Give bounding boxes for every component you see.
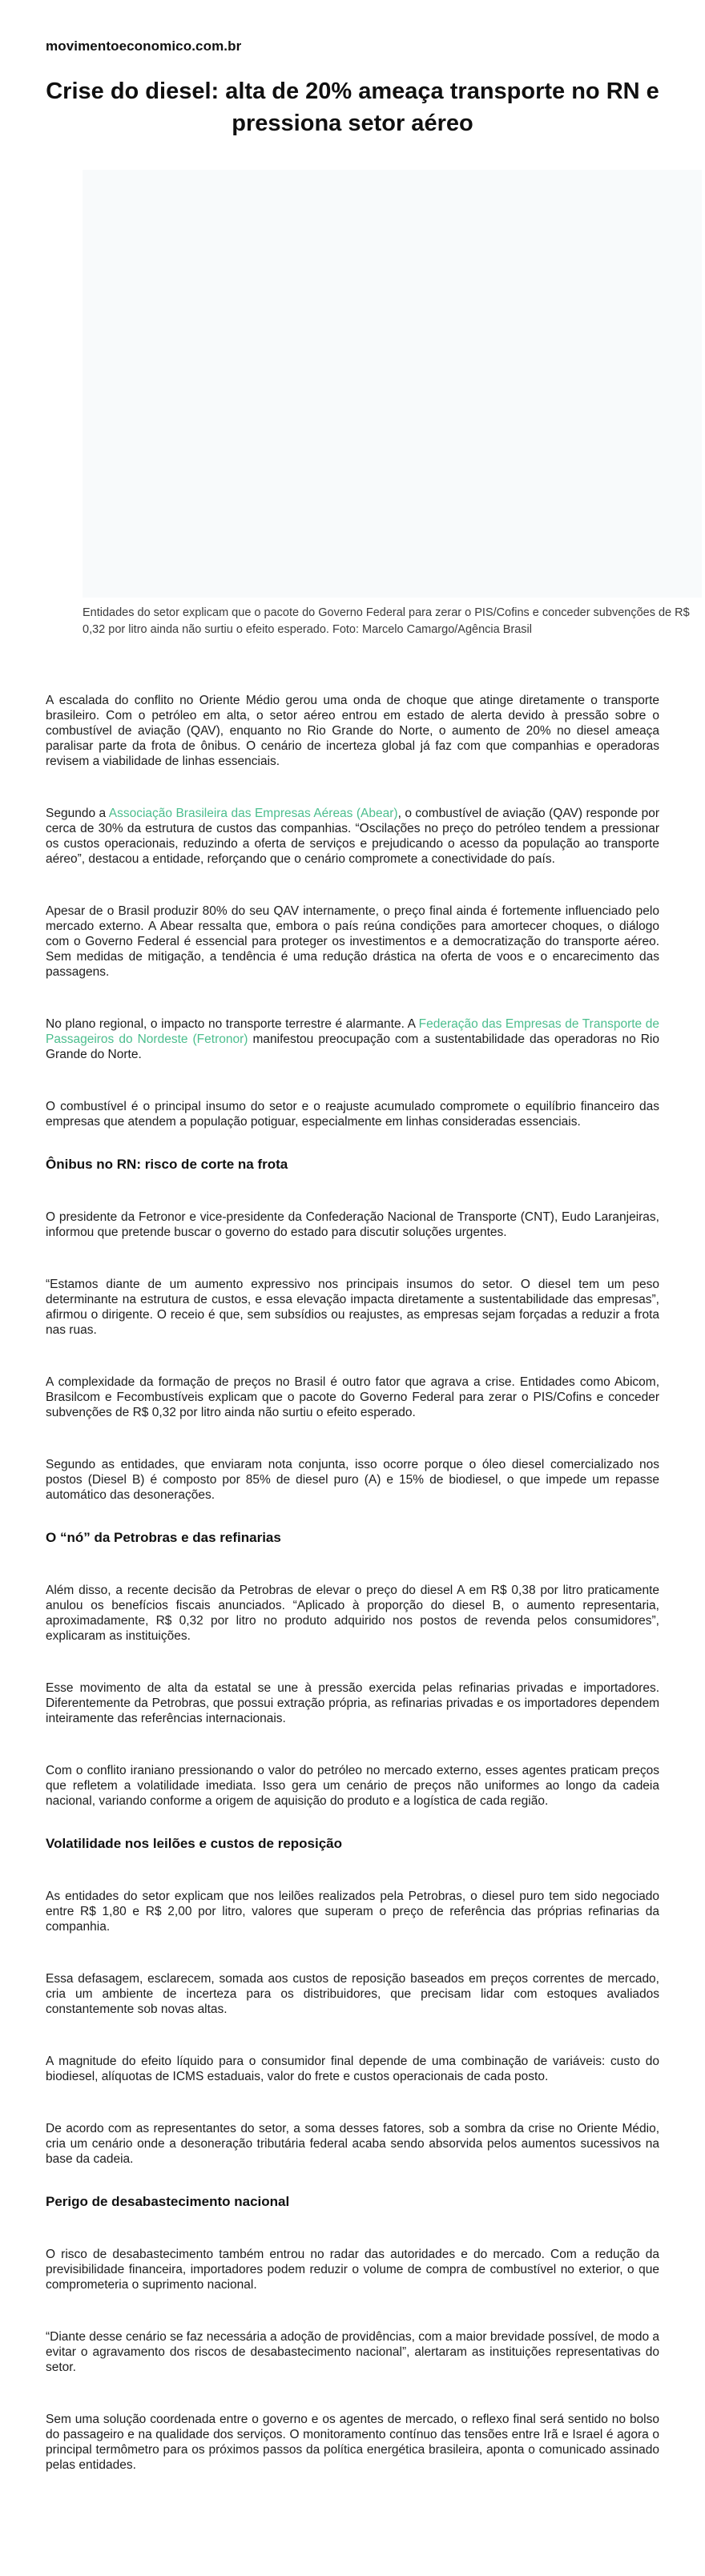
paragraph: A escalada do conflito no Oriente Médio gerou uma onda de choque que atinge diretamente o transporte brasileiro. Com o petróleo em alta, o setor aéreo entrou em estado de alerta devido à pressão sobre o combustível de aviação (QAV), enquanto no Rio Grande do Norte, o aumento de 20% no diesel ameaça paralisar parte da frota de ônibus. O cenário de incerteza global já faz com que companhias e operadoras revisem a viabilidade de linhas essenciais. [46,694,659,768]
paragraph: Segundo a Associação Brasileira das Empresas Aéreas (Abear), o combustível de aviação (QAV) responde por cerca de 30% da estrutura de custos das companhias. “Oscilações no preço do petróleo tendem a pressionar os custos operacionais, reduzindo a oferta de serviços e prejudicando o acesso da população ao transporte aéreo”, destacou a entidade, reforçando que o cenário compromete a conectividade do país. [46,807,659,866]
paragraph: “Diante desse cenário se faz necessária a adoção de providências, com a maior brevidade possível, de modo a evitar o agravamento dos riscos de desabastecimento nacional”, alertaram as instituições representativas do setor. [46,2330,659,2374]
site-name: movimentoeconomico.com.br [46,38,242,54]
article-body [46,693,659,2473]
image-caption: Entidades do setor explicam que o pacote do Governo Federal para zerar o PIS/Cofins e conceder subvenções de R$ 0,32 por litro ainda não surtiu o efeito esperado. Foto: Marcelo Camargo/Agência Brasil [83,606,690,636]
section-heading: Volatilidade nos leilões e custos de reposição [46,1836,343,1851]
paragraph: Apesar de o Brasil produzir 80% do seu QAV internamente, o preço final ainda é fortemente influenciado pelo mercado externo. A Abear ressalta que, embora o país reúna condições para amortecer choques, o diálogo com o Governo Federal é essencial para proteger os investimentos e a democratização do transporte aéreo. Sem medidas de mitigação, a tendência é uma redução drástica na oferta de voos e o encarecimento das passagens. [46,904,659,979]
paragraph: As entidades do setor explicam que nos leilões realizados pela Petrobras, o diesel puro tem sido negociado entre R$ 1,80 e R$ 2,00 por litro, valores que superam o preço de referência das próprias refinarias da companhia. [46,1890,659,1934]
paragraph: Segundo as entidades, que enviaram nota conjunta, isso ocorre porque o óleo diesel comercializado nos postos (Diesel B) é composto por 85% de diesel puro (A) e 15% de biodiesel, o que impede um repasse automático das desonerações. [46,1458,659,1502]
article-image [83,170,702,598]
article-figure [83,170,702,638]
paragraph: Além disso, a recente decisão da Petrobras de elevar o preço do diesel A em R$ 0,38 por litro praticamente anulou os benefícios fiscais anunciados. “Aplicado à proporção do diesel B, o aumento representaria, aproximadamente, R$ 0,32 por litro no produto adquirido nos postos de revenda pelos consumidores”, explicaram as instituições. [46,1584,659,1643]
paragraph: Com o conflito iraniano pressionando o valor do petróleo no mercado externo, esses agentes praticam preços que refletem a volatilidade imediata. Isso gera um cenário de preços não uniformes ao longo da cadeia nacional, variando conforme a origem de aquisição do produto e a logística de cada região. [46,1764,659,1808]
paragraph: O combustível é o principal insumo do setor e o reajuste acumulado compromete o equilíbrio financeiro das empresas que atendem a população potiguar, especialmente em linhas consideradas essenciais. [46,1100,659,1129]
section-heading: Ônibus no RN: risco de corte na frota [46,1157,288,1172]
inline-link[interactable]: Federação das Empresas de Transporte de Passageiros do Nordeste (Fetronor) [46,1017,659,1046]
paragraph: Esse movimento de alta da estatal se une à pressão exercida pelas refinarias privadas e importadores. Diferentemente da Petrobras, que possui extração própria, as refinarias privadas e os importadores dependem inteiramente das referências internacionais. [46,1681,659,1725]
paragraph: Sem uma solução coordenada entre o governo e os agentes de mercado, o reflexo final será sentido no bolso do passageiro e na qualidade dos serviços. O monitoramento contínuo das tensões entre Irã e Israel é agora o principal termômetro para os próximos passos da política energética brasileira, aponta o comunicado assinado pelas entidades. [46,2413,659,2472]
inline-link[interactable]: Associação Brasileira das Empresas Aéreas (Abear) [108,807,398,820]
paragraph: A complexidade da formação de preços no Brasil é outro fator que agrava a crise. Entidades como Abicom, Brasilcom e Fecombustíveis explicam que o pacote do Governo Federal para zerar o PIS/Cofins e conceder subvenções de R$ 0,32 por litro ainda não surtiu o efeito esperado. [46,1375,659,1419]
paragraph: O risco de desabastecimento também entrou no radar das autoridades e do mercado. Com a redução da previsibilidade financeira, importadores podem reduzir o volume de compra de combustível no exterior, o que comprometeria o suprimento nacional. [46,2248,659,2292]
paragraph: “Estamos diante de um aumento expressivo nos principais insumos do setor. O diesel tem um peso determinante na estrutura de custos, e essa elevação impacta diretamente a sustentabilidade das empresas”, afirmou o dirigente. O receio é que, sem subsídios ou reajustes, as empresas sejam forçadas a reduzir a frota nas ruas. [46,1278,659,1337]
paragraph: Essa defasagem, esclarecem, somada aos custos de reposição baseados em preços correntes de mercado, cria um ambiente de incerteza para os distribuidores, que precisam lidar com estoques avaliados constantemente sob novas altas. [46,1972,659,2016]
section-heading: Perigo de desabastecimento nacional [46,2194,290,2209]
paragraph: No plano regional, o impacto no transporte terrestre é alarmante. A Federação das Empresas de Transporte de Passageiros do Nordeste (Fetronor) manifestou preocupação com a sustentabilidade das operadoras no Rio Grande do Norte. [46,1017,659,1061]
paragraph: O presidente da Fetronor e vice-presidente da Confederação Nacional de Transporte (CNT), Eudo Laranjeiras, informou que pretende buscar o governo do estado para discutir soluções urgentes. [46,1210,659,1239]
article-header [46,38,659,139]
page-title: Crise do diesel: alta de 20% ameaça transporte no RN e pressiona setor aéreo [46,78,659,136]
paragraph: De acordo com as representantes do setor, a soma desses fatores, sob a sombra da crise no Oriente Médio, cria um cenário onde a desoneração tributária federal acaba sendo absorvida pelos aumentos sucessivos na base da cadeia. [46,2122,659,2166]
paragraph: A magnitude do efeito líquido para o consumidor final depende de uma combinação de variáveis: custo do biodiesel, alíquotas de ICMS estaduais, valor do frete e custos operacionais de cada posto. [46,2055,659,2083]
section-heading: O “nó” da Petrobras e das refinarias [46,1530,281,1545]
